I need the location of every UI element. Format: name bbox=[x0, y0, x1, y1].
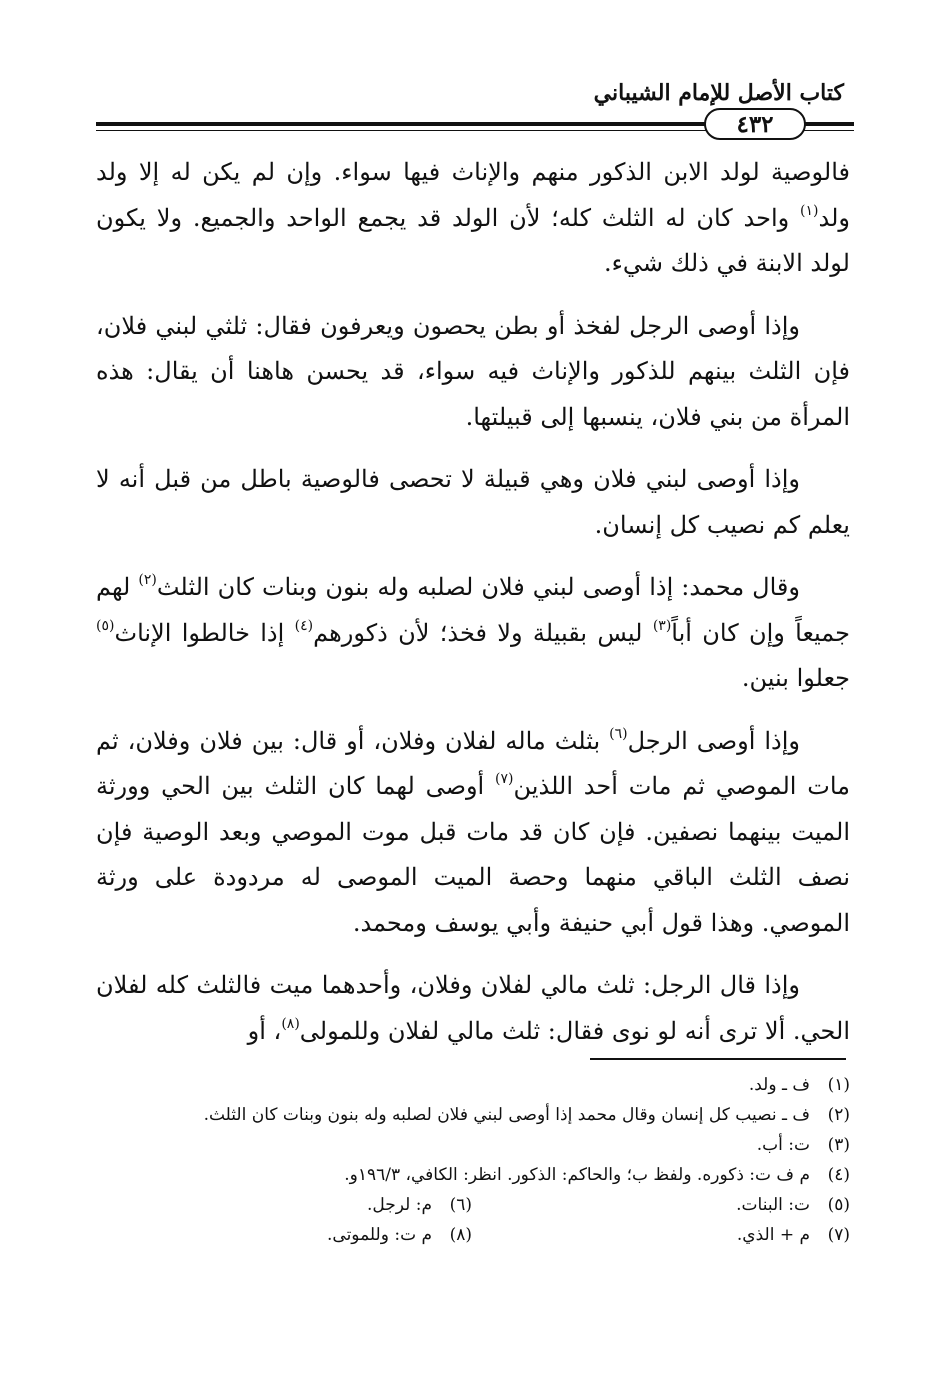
footnote-number: (٨) bbox=[449, 1225, 472, 1245]
footnote-row bbox=[96, 1220, 850, 1250]
paragraph-text: واحد كان له الثلث كله؛ لأن الولد قد يجمع الواحد والجميع. ولا يكون لولد الابنة في ذلك شيء. bbox=[96, 203, 850, 277]
footnote-text: م ت: وللموتى. bbox=[327, 1225, 432, 1245]
footnote-number: (٣) bbox=[827, 1135, 850, 1155]
paragraph-text: وإذا أوصى الرجل bbox=[627, 726, 801, 755]
footnote-ref-6: (٦) bbox=[609, 725, 628, 742]
footnote-2 bbox=[96, 1100, 850, 1130]
paragraph-text: جعلوا بنين. bbox=[741, 664, 850, 692]
footnote-number: (١) bbox=[827, 1075, 850, 1095]
paragraph-text: إذا خالطوا الإناث bbox=[114, 618, 295, 647]
footnote-number: (٧) bbox=[827, 1225, 850, 1245]
footnote-5 bbox=[472, 1190, 850, 1220]
footnote-text: م: لرجل. bbox=[366, 1195, 432, 1215]
paragraph-4 bbox=[96, 565, 850, 702]
footnote-ref-7: (٧) bbox=[495, 771, 514, 787]
paragraph-text: لهم جميعاً وإن كان أباً bbox=[96, 573, 850, 647]
footnote-3 bbox=[96, 1130, 850, 1160]
footnote-ref-4: (٤) bbox=[294, 617, 314, 634]
paragraph-1 bbox=[96, 150, 850, 287]
paragraph-text: وإذا أوصى الرجل لفخذ أو بطن يحصون ويعرفون فقال: ثلثي لبني فلان، فإن الثلث بينهم للذكور والإناث فيه سواء، قد يحسن هاهنا أن يقال: هذه المرأة من بني فلان، ينسبها إلى قبيلتها. bbox=[96, 311, 850, 431]
footnote-6 bbox=[367, 1190, 472, 1220]
footnote-text: ف ـ نصيب كل إنسان وقال محمد إذا أوصى لبني فلان لصلبه وله بنون وبنات كان الثلث. bbox=[203, 1105, 810, 1125]
footnote-text: ت: البنات. bbox=[736, 1195, 810, 1215]
footnote-ref-3: (٣) bbox=[652, 617, 672, 634]
paragraph-text: ، أو bbox=[247, 1016, 282, 1045]
paragraph-text: وإذا قال الرجل: ثلث مالي لفلان وفلان، وأحدهما ميت فالثلث كله لفلان الحي. ألا ترى أنه لو نوى فقال: ثلث مالي لفلان وللمولى bbox=[96, 971, 850, 1045]
footnote-1 bbox=[96, 1070, 850, 1100]
footnote-text: م + الذي. bbox=[736, 1225, 810, 1245]
footnote-ref-8: (٨) bbox=[281, 1015, 300, 1032]
paragraph-text: وقال محمد: إذا أوصى لبني فلان لصلبه وله بنون وبنات كان الثلث bbox=[156, 573, 800, 601]
paragraph-2 bbox=[96, 304, 850, 441]
paragraph-text: ليس بقبيلة ولا فخذ؛ لأن ذكورهم bbox=[313, 618, 653, 647]
footnote-number: (٤) bbox=[827, 1165, 850, 1185]
footnote-row bbox=[96, 1190, 850, 1220]
paragraph-text: وإذا أوصى لبني فلان وهي قبيلة لا تحصى فالوصية باطل من قبل أنه لا يعلم كم نصيب كل إنسان. bbox=[96, 465, 850, 539]
footnote-number: (٢) bbox=[827, 1105, 850, 1125]
footnote-text: ت: أب. bbox=[756, 1135, 810, 1155]
paragraph-6 bbox=[96, 963, 850, 1054]
paragraph-text: فالوصية لولد الابن الذكور منهم والإناث فيها سواء. وإن لم يكن له إلا ولد ولد bbox=[96, 158, 850, 232]
paragraph-3 bbox=[96, 457, 850, 548]
footnote-text: ف ـ ولد. bbox=[748, 1075, 810, 1095]
footnote-4 bbox=[96, 1160, 850, 1190]
footnote-separator bbox=[590, 1058, 846, 1060]
footnote-ref-1: (١) bbox=[800, 202, 819, 219]
footnote-7 bbox=[472, 1220, 850, 1250]
paragraph-5 bbox=[96, 719, 850, 947]
footnote-number: (٥) bbox=[827, 1195, 850, 1215]
footnote-text: م ف ت: ذكوره. ولفظ ب؛ والحاكم: الذكور. انظر: الكافي، ١٩٦/٣و. bbox=[344, 1165, 810, 1185]
paragraph-text: بثلث ماله لفلان وفلان، أو قال: بين فلان وفلان، ثم مات الموصي ثم مات أحد اللذين bbox=[96, 726, 851, 800]
running-title: كتاب الأصل للإمام الشيباني bbox=[593, 80, 844, 106]
paragraph-text: أوصى لهما كان الثلث بين الحي وورثة الميت بينهما نصفين. فإن كان قد مات قبل موت الموصي وبعد الوصية فإن نصف الثلث الباقي منهما وحصة الميت الموصى له مردودة على ورثة الموصي. وهذا قول أبي حنيفة وأبي يوسف ومحمد. bbox=[96, 772, 850, 937]
page-number: ٤٣٢ bbox=[704, 108, 806, 140]
footnote-ref-5: (٥) bbox=[96, 617, 115, 634]
footnotes bbox=[96, 1070, 850, 1250]
main-text bbox=[96, 150, 850, 1071]
footnote-8 bbox=[327, 1220, 472, 1250]
footnote-ref-2: (٢) bbox=[138, 572, 157, 588]
footnote-number: (٦) bbox=[449, 1195, 472, 1215]
